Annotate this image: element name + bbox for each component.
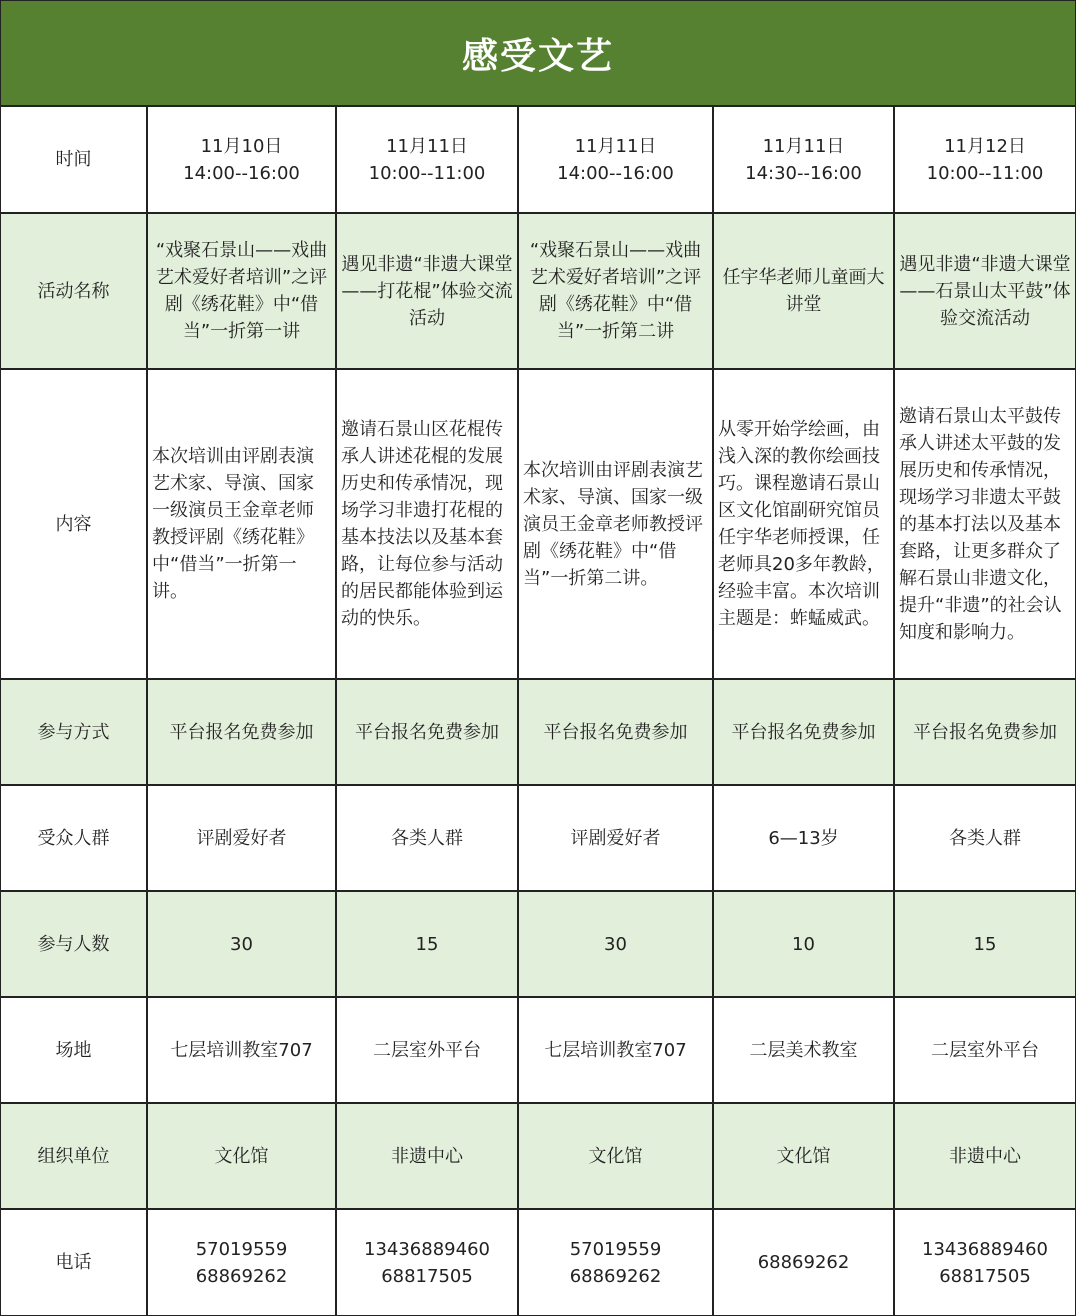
row-label-time: 时间 — [1, 107, 147, 213]
audience-cell: 各类人群 — [894, 785, 1075, 891]
phone-number: 57019559 — [195, 1238, 288, 1260]
phone-cell — [336, 1209, 518, 1315]
row-participant-count — [1, 891, 1075, 997]
time-cell — [713, 107, 894, 213]
page-title: 感受文艺 — [1, 1, 1075, 107]
organizer-cell: 文化馆 — [518, 1103, 713, 1209]
phone-number: 57019559 — [569, 1238, 662, 1260]
participant-count-cell: 30 — [147, 891, 336, 997]
phone-cell — [147, 1209, 336, 1315]
row-time — [1, 107, 1075, 213]
row-content — [1, 369, 1075, 679]
participation-method-cell: 平台报名免费参加 — [894, 679, 1075, 785]
row-label-activity-name: 活动名称 — [1, 213, 147, 369]
venue-cell: 二层美术教室 — [713, 997, 894, 1103]
phone-cell — [894, 1209, 1075, 1315]
row-label-venue: 场地 — [1, 997, 147, 1103]
row-venue — [1, 997, 1075, 1103]
time-date: 11月11日 — [574, 135, 657, 157]
time-cell — [336, 107, 518, 213]
participant-count-cell: 30 — [518, 891, 713, 997]
organizer-cell: 文化馆 — [147, 1103, 336, 1209]
content-cell: 本次培训由评剧表演艺术家、导演、国家一级演员王金章老师教授评剧《绣花鞋》中“借当”一折第二讲。 — [518, 369, 713, 679]
row-organizer — [1, 1103, 1075, 1209]
time-date: 11月11日 — [762, 135, 845, 157]
participant-count-cell: 10 — [713, 891, 894, 997]
participation-method-cell: 平台报名免费参加 — [518, 679, 713, 785]
participation-method-cell: 平台报名免费参加 — [147, 679, 336, 785]
phone-cell — [713, 1209, 894, 1315]
activity-name-cell: 遇见非遗“非遗大课堂——石景山太平鼓”体验交流活动 — [894, 213, 1075, 369]
time-hours: 14:30--16:00 — [745, 162, 862, 184]
venue-cell: 七层培训教室707 — [518, 997, 713, 1103]
content-cell: 邀请石景山太平鼓传承人讲述太平鼓的发展历史和传承情况，现场学习非遗太平鼓的基本打法以及基本套路，让更多群众了解石景山非遗文化，提升“非遗”的社会认知度和影响力。 — [894, 369, 1075, 679]
venue-cell: 七层培训教室707 — [147, 997, 336, 1103]
schedule-table — [1, 107, 1075, 1315]
time-hours: 14:00--16:00 — [557, 162, 674, 184]
phone-number: 68869262 — [569, 1265, 662, 1287]
row-label-phone: 电话 — [1, 1209, 147, 1315]
participation-method-cell: 平台报名免费参加 — [336, 679, 518, 785]
activity-name-cell: 任宇华老师儿童画大讲堂 — [713, 213, 894, 369]
audience-cell: 各类人群 — [336, 785, 518, 891]
activity-name-cell: “戏聚石景山——戏曲艺术爱好者培训”之评剧《绣花鞋》中“借当”一折第一讲 — [147, 213, 336, 369]
participant-count-cell: 15 — [336, 891, 518, 997]
row-label-audience: 受众人群 — [1, 785, 147, 891]
row-audience — [1, 785, 1075, 891]
time-cell — [518, 107, 713, 213]
row-label-content: 内容 — [1, 369, 147, 679]
phone-number: 13436889460 — [922, 1238, 1048, 1260]
time-date: 11月10日 — [200, 135, 283, 157]
organizer-cell: 非遗中心 — [894, 1103, 1075, 1209]
phone-cell — [518, 1209, 713, 1315]
phone-number: 68817505 — [939, 1265, 1031, 1287]
activity-name-cell: “戏聚石景山——戏曲艺术爱好者培训”之评剧《绣花鞋》中“借当”一折第二讲 — [518, 213, 713, 369]
participant-count-cell: 15 — [894, 891, 1075, 997]
phone-number: 68869262 — [757, 1252, 850, 1273]
time-hours: 14:00--16:00 — [183, 162, 300, 184]
content-cell: 邀请石景山区花棍传承人讲述花棍的发展历史和传承情况，现场学习非遗打花棍的基本技法以及基本套路，让每位参与活动的居民都能体验到运动的快乐。 — [336, 369, 518, 679]
time-hours: 10:00--11:00 — [926, 162, 1044, 184]
row-label-organizer: 组织单位 — [1, 1103, 147, 1209]
organizer-cell: 文化馆 — [713, 1103, 894, 1209]
row-participation-method — [1, 679, 1075, 785]
audience-cell: 评剧爱好者 — [147, 785, 336, 891]
time-hours: 10:00--11:00 — [368, 162, 486, 184]
audience-cell: 6—13岁 — [713, 785, 894, 891]
phone-number: 68869262 — [195, 1265, 288, 1287]
venue-cell: 二层室外平台 — [894, 997, 1075, 1103]
organizer-cell: 非遗中心 — [336, 1103, 518, 1209]
time-cell — [894, 107, 1075, 213]
participation-method-cell: 平台报名免费参加 — [713, 679, 894, 785]
content-cell: 本次培训由评剧表演艺术家、导演、国家一级演员王金章老师教授评剧《绣花鞋》中“借当”一折第一讲。 — [147, 369, 336, 679]
phone-number: 68817505 — [381, 1265, 473, 1287]
audience-cell: 评剧爱好者 — [518, 785, 713, 891]
phone-number: 13436889460 — [364, 1238, 490, 1260]
row-phone — [1, 1209, 1075, 1315]
activity-name-cell: 遇见非遗“非遗大课堂——打花棍”体验交流活动 — [336, 213, 518, 369]
content-cell: 从零开始学绘画，由浅入深的教你绘画技巧。课程邀请石景山区文化馆副研究馆员任宇华老师授课，任老师具20多年教龄，经验丰富。本次培训主题是：蚱蜢威武。 — [713, 369, 894, 679]
venue-cell: 二层室外平台 — [336, 997, 518, 1103]
time-cell — [147, 107, 336, 213]
row-activity-name — [1, 213, 1075, 369]
row-label-participant-count: 参与人数 — [1, 891, 147, 997]
time-date: 11月11日 — [386, 135, 468, 157]
row-label-participation-method: 参与方式 — [1, 679, 147, 785]
time-date: 11月12日 — [944, 135, 1026, 157]
